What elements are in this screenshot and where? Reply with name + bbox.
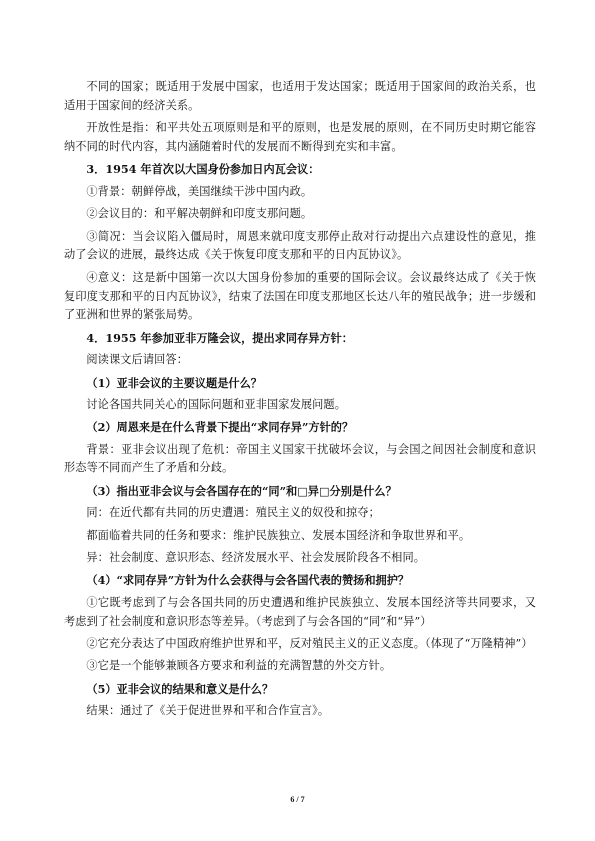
answer-5-result: 结果：通过了《关于促进世界和平和合作宣言》。 <box>86 704 330 718</box>
answer-4-point-1: ①它既考虑到了与会各国共同的历史遭遇和维护民族独立、发展本国经济等共同要求，又考虑到了社会制度和意识形态等差异。（考虑到了与会各国的“同”和“异”） <box>64 595 536 628</box>
question-2: （2）周恩来是在什么背景下提出“求同存异”方针的？ <box>86 420 354 435</box>
paragraph-principles-scope: 不同的国家；既适用于发展中国家，也适用于发达国家；既适用于国家间的政治关系，也适用于国家间的经济关系。 <box>64 80 536 112</box>
paragraph-geneva-significance: ④意义：这是新中国第一次以大国身份参加的重要的国际会议。会议最终达成了《关于恢复印度支那和平的日内瓦协议》，结束了法国在印度支那地区长达八年的殖民战争；进一步缓和了亚洲和世界的紧张局势。 <box>64 270 536 322</box>
paragraph-reading-prompt: 阅读课文后请回答： <box>86 353 188 367</box>
paragraph-openness: 开放性是指：和平共处五项原则是和平的原则，也是发展的原则，在不同历史时期它能容纳不同的时代内容，其内涵随着时代的发展而不断得到充实和丰富。 <box>64 121 536 153</box>
page-number: 6 / 7 <box>290 795 305 804</box>
answer-3-differences: 异：社会制度、意识形态、经济发展水平、社会发展阶段各不相同。 <box>86 551 426 565</box>
question-1: （1）亚非会议的主要议题是什么？ <box>86 375 262 390</box>
answer-3-same-tasks: 都面临着共同的任务和要求：维护民族独立、发展本国经济和争取世界和平。 <box>86 528 471 542</box>
question-3: （3）指出亚非会议与会各国存在的“同”和□异□分别是什么？ <box>86 483 397 498</box>
paragraph-geneva-background: ①背景：朝鲜停战，美国继续干涉中国内政。 <box>86 184 313 198</box>
answer-4-point-3: ③它是一个能够兼顾各方要求和利益的充满智慧的外交方针。 <box>86 659 392 673</box>
answer-3-same-history: 同：在近代都有共同的历史遭遇：殖民主义的奴役和掠夺； <box>86 506 380 520</box>
paragraph-geneva-summary: ③简况：当会议陷入僵局时，周恩来就印度支那停止敌对行动提出六点建设性的意见，推动了会议的进展，最终达成《关于恢复印度支那和平的日内瓦协议》。 <box>64 229 536 262</box>
heading-geneva-conference: 3．1954 年首次以大国身份参加日内瓦会议： <box>86 162 320 177</box>
question-5: （5）亚非会议的结果和意义是什么？ <box>86 681 274 696</box>
answer-1: 讨论各国共同关心的国际问题和亚非国家发展问题。 <box>86 397 347 411</box>
heading-bandung-conference: 4．1955 年参加亚非万隆会议，提出求同存异方针： <box>86 330 353 345</box>
answer-4-point-2: ②它充分表达了中国政府维护世界和平，反对殖民主义的正义态度。（体现了“万隆精神”） <box>86 637 533 650</box>
page-content <box>64 78 536 725</box>
answer-2: 背景：亚非会议出现了危机：帝国主义国家干扰破坏会议，与会国之间因社会制度和意识形态等不同而产生了矛盾和分歧。 <box>64 442 536 475</box>
question-4: （4）“求同存异”方针为什么会获得与会各国代表的赞扬和拥护？ <box>86 573 410 588</box>
paragraph-geneva-purpose: ②会议目的：和平解决朝鲜和印度支那问题。 <box>86 207 313 221</box>
